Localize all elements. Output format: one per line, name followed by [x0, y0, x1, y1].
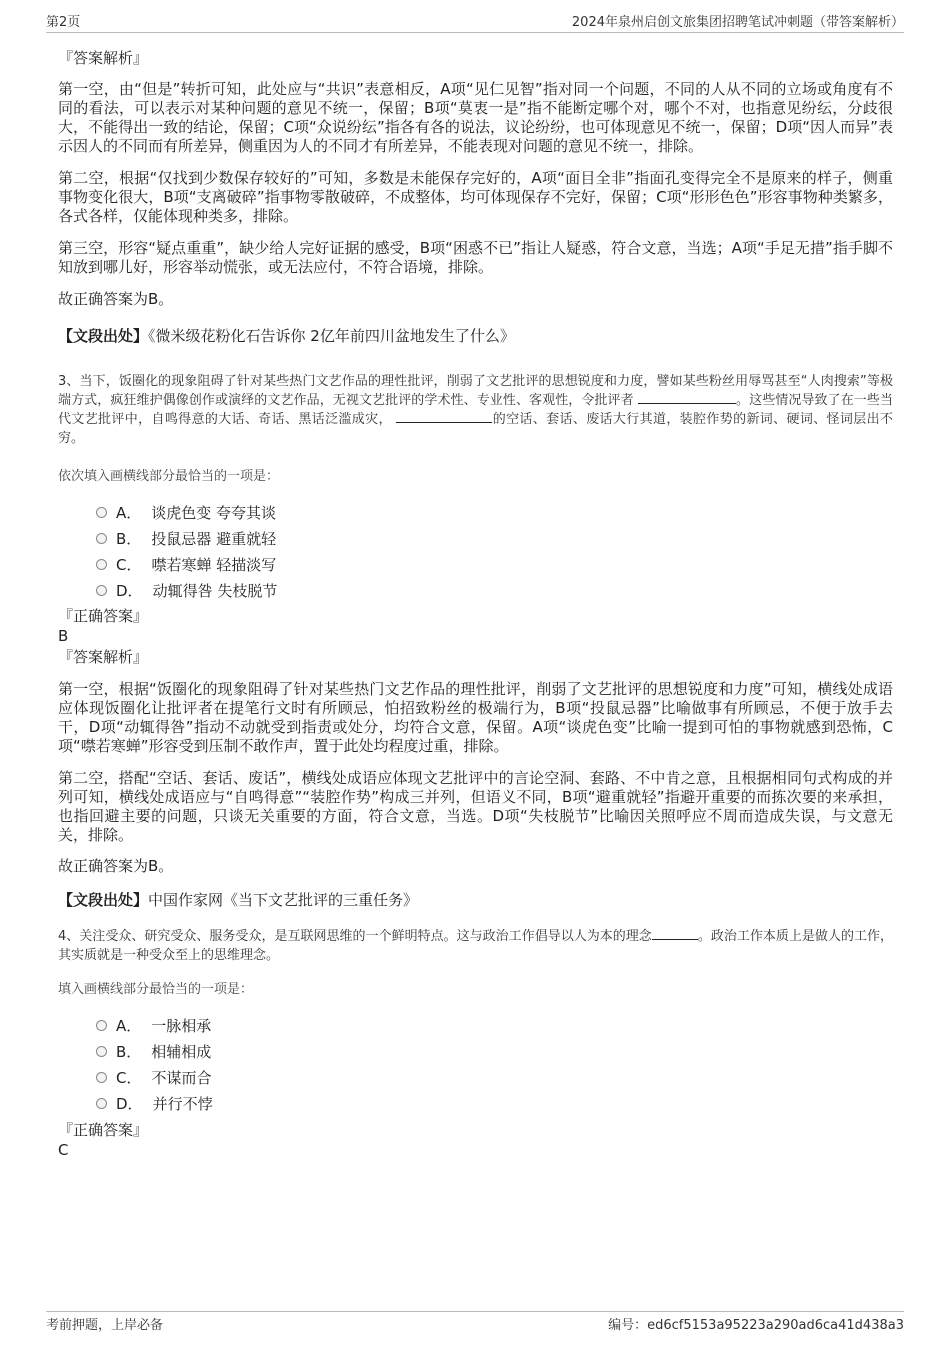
q3-analysis-paragraph: 第一空，根据“饭圈化的现象阻碍了针对某些热门文艺作品的理性批评，削弱了文艺批评的思想锐度和力度”可知，横线处成语应体现饭圈化让批评者在提笔行文时有所顾忌，怕招致粉丝的极端行为，B项“投鼠忌器”比喻做事有所顾忌，不便于放手去干，D项“动辄得咎”指动不动就受到指责或处分，均符合文意，保留。A项“谈虎色变”比喻一提到可怕的事物就感到恐怖，C项“噤若寒蝉”形容受到压制不敢作声，置于此处均程度过重，排除。: [58, 680, 893, 755]
q4-option-b[interactable]: [96, 1040, 211, 1062]
q3-instruction: 依次填入画横线部分最恰当的一项是：: [58, 469, 280, 484]
option-letter: D．: [116, 1094, 143, 1113]
q3-stem: [58, 372, 893, 448]
radio-icon[interactable]: [96, 1046, 107, 1057]
option-letter: D．: [116, 581, 143, 600]
option-letter: B．: [116, 1042, 142, 1061]
option-letter: A．: [116, 1016, 142, 1035]
radio-icon[interactable]: [96, 507, 107, 518]
q3-correct-label: 『正确答案』: [58, 607, 149, 625]
radio-icon[interactable]: [96, 1020, 107, 1031]
radio-icon[interactable]: [96, 559, 107, 570]
q3-option-c[interactable]: [96, 553, 276, 575]
footer-code-value: ed6cf5153a95223a290ad6ca41d438a3: [647, 1318, 904, 1333]
q3-stem-text: 3、当下，饭圈化的现象阻碍了针对某些热门文艺作品的理性批评，削弱了文艺批评的思想锐度和力度，譬如某些粉丝用辱骂甚至“人肉搜索”等极端方式，疯狂维护偶像创作或演绎的文艺作品，无视文艺批评的学术性、专业性、客观性，令批评者: [58, 374, 893, 408]
source-text: 中国作家网《当下文艺批评的三重任务》: [148, 891, 419, 909]
footer-divider: [46, 1311, 904, 1312]
answer-blank: [652, 927, 698, 940]
radio-icon[interactable]: [96, 1072, 107, 1083]
q2-source: [58, 326, 893, 346]
q4-option-a[interactable]: [96, 1014, 211, 1036]
option-text: 一脉相承: [151, 1016, 212, 1035]
source-tag: 【文段出处】: [58, 891, 149, 909]
q4-correct-label: 『正确答案』: [58, 1121, 149, 1139]
option-letter: C．: [116, 555, 142, 574]
answer-blank: [396, 410, 492, 423]
q3-option-b[interactable]: [96, 527, 276, 549]
option-text: 相辅相成: [151, 1042, 212, 1061]
option-text: 投鼠忌器 避重就轻: [151, 529, 277, 548]
radio-icon[interactable]: [96, 1098, 107, 1109]
header-divider: [46, 32, 904, 33]
option-letter: C．: [116, 1068, 142, 1087]
option-text: 谈虎色变 夸夸其谈: [151, 503, 277, 522]
option-text: 噤若寒蝉 轻描淡写: [151, 555, 277, 574]
q3-option-d[interactable]: [96, 579, 277, 601]
q4-option-c[interactable]: [96, 1066, 212, 1088]
q3-stem-text: 。这些情况导致了在一些当代文艺批评中，自鸣得意的大话、奇话、黑话泛滥成灾，: [58, 393, 893, 427]
q3-stem-text: 的空话、套话、废话大行其道，装腔作势的新词、硬词、怪词层出不穷。: [58, 412, 893, 446]
option-text: 动辄得咎 失枝脱节: [152, 581, 278, 600]
radio-icon[interactable]: [96, 585, 107, 596]
source-tag: 【文段出处】: [58, 327, 149, 345]
q2-analysis-label: 『答案解析』: [58, 49, 149, 67]
answer-blank: [638, 391, 736, 404]
q4-stem-text: 4、关注受众、研究受众、服务受众，是互联网思维的一个鲜明特点。这与政治工作倡导以人为本的理念: [58, 929, 652, 944]
option-letter: A．: [116, 503, 142, 522]
footer-slogan: 考前押题，上岸必备: [46, 1318, 164, 1333]
page-number: 第2页: [46, 15, 81, 30]
radio-icon[interactable]: [96, 533, 107, 544]
q3-conclusion: 故正确答案为B。: [58, 857, 174, 875]
q4-stem-text: 。政治工作本质上是做人的工作，其实质就是一种受众至上的思维理念。: [58, 929, 893, 963]
footer-code: [608, 1314, 904, 1333]
q3-option-a[interactable]: [96, 501, 276, 523]
option-text: 并行不悖: [152, 1094, 213, 1113]
q4-option-d[interactable]: [96, 1092, 213, 1114]
q3-analysis-paragraph: 第二空，搭配“空话、套话、废话”，横线处成语应体现文艺批评中的言论空洞、套路、不中肯之意，且根据相同句式构成的并列可知，横线处成语应与“自鸣得意”“装腔作势”构成三并列，但语义不同，B项“避重就轻”指避开重要的而拣次要的来承担，也指回避主要的问题，只谈无关重要的方面，符合文意，当选。D项“失枝脱节”比喻因关照呼应不周而造成失误，与文意无关，排除。: [58, 769, 893, 844]
q4-stem: [58, 927, 893, 965]
footer-code-label: 编号：: [608, 1318, 648, 1333]
document-title: 2024年泉州启创文旅集团招聘笔试冲刺题（带答案解析）: [571, 15, 904, 30]
q3-analysis-label: 『答案解析』: [58, 648, 149, 666]
q2-conclusion: 故正确答案为B。: [58, 290, 174, 308]
source-text: 《微米级花粉化石告诉你 2亿年前四川盆地发生了什么》: [148, 327, 515, 345]
q4-instruction: 填入画横线部分最恰当的一项是：: [58, 982, 254, 997]
q2-analysis-paragraph: 第三空，形容“疑点重重”，缺少给人完好证据的感受，B项“困惑不已”指让人疑惑，符合文意，当选；A项“手足无措”指手脚不知放到哪儿好，形容举动慌张，或无法应付，不符合语境，排除。: [58, 239, 893, 276]
q2-analysis-paragraph: 第二空，根据“仅找到少数保存较好的”可知，多数是未能保存完好的，A项“面目全非”指面孔变得完全不是原来的样子，侧重事物变化很大，B项“支离破碎”指事物零散破碎，不成整体，均可体现保存不完好，保留；C项“形形色色”形容事物种类繁多，各式各样，仅能体现种类多，排除。: [58, 169, 893, 225]
option-letter: B．: [116, 529, 142, 548]
q3-correct-value: B: [58, 627, 69, 645]
q4-correct-value: C: [58, 1141, 69, 1159]
option-text: 不谋而合: [151, 1068, 212, 1087]
q3-source: [58, 890, 893, 910]
q2-analysis-paragraph: 第一空，由“但是”转折可知，此处应与“共识”表意相反，A项“见仁见智”指对同一个问题，不同的人从不同的立场或角度有不同的看法，可以表示对某种问题的意见不统一，保留；B项“莫衷一是”指不能断定哪个对，哪个不对，也指意见纷纭，分歧很大，不能得出一致的结论，保留；C项“众说纷纭”指各有各的说法，议论纷纷，也可体现意见不统一，保留；D项“因人而异”表示因人的不同而有所差异，侧重因为人的不同才有所差异，不能表现对问题的意见不统一，排除。: [58, 80, 893, 155]
